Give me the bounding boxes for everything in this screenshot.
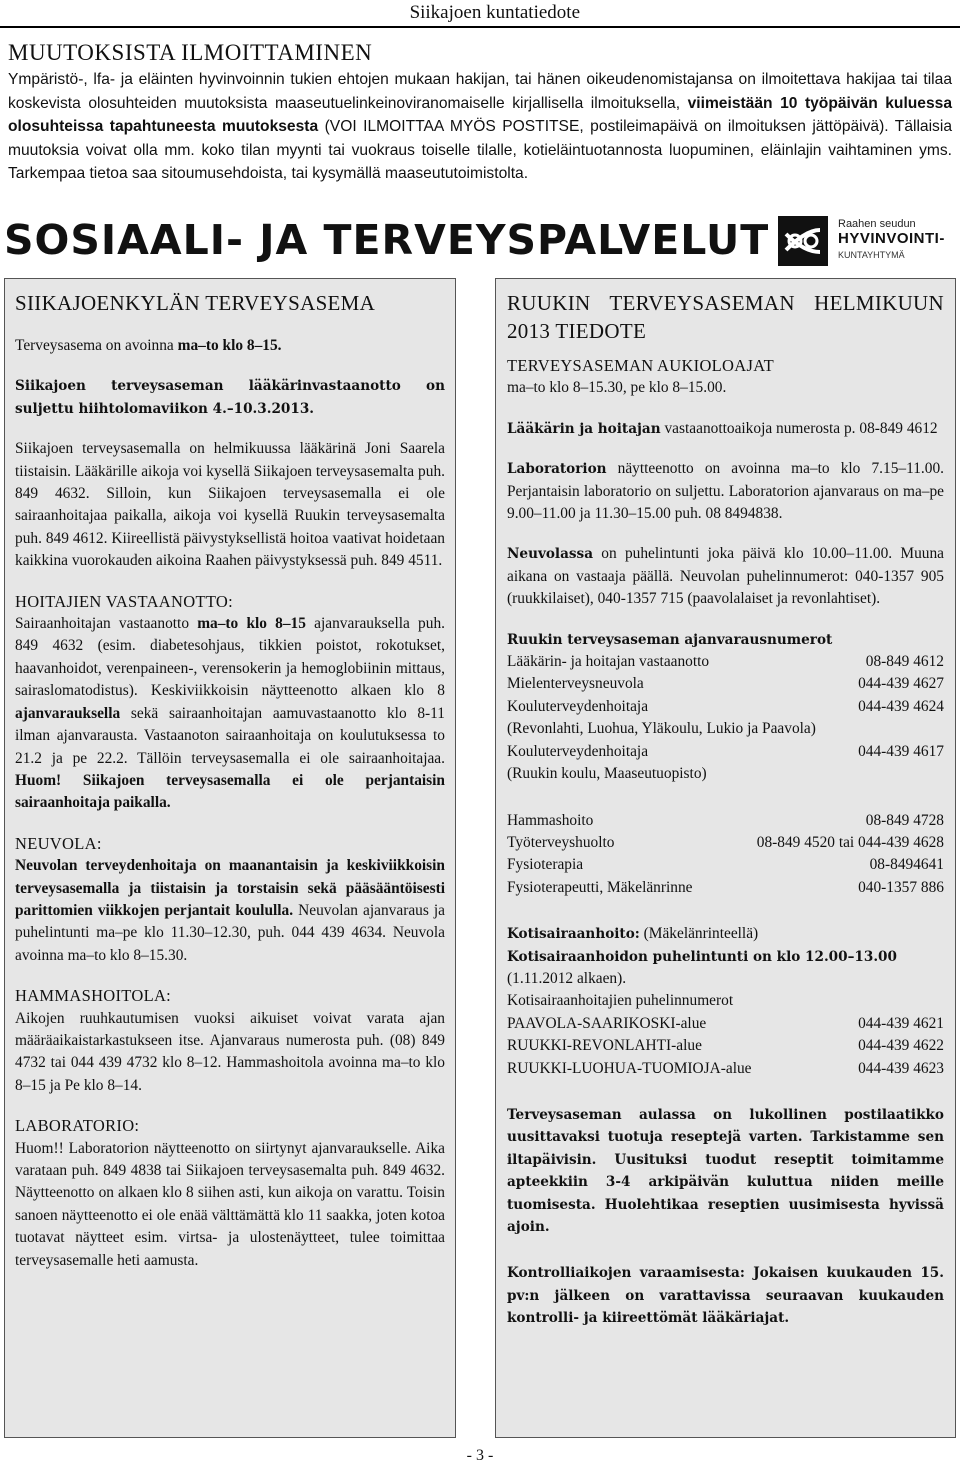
number-value: 044-439 4624 (858, 697, 944, 715)
logo-line2: HYVINVOINTI- (838, 230, 945, 247)
intro-p1-bold: viimeistään 10 työpäivän kuluessa olosuhteissa tapahtuneesta muutoksesta (8, 94, 952, 136)
number-label: Fysioterapeutti, Mäkelänrinne (507, 878, 693, 896)
doc-bold: Lääkärin ja hoitajan (507, 420, 661, 437)
dental-title: HAMMASHOITOLA: (15, 986, 172, 1006)
intro-p1: Ympäristö-, lfa- ja eläinten hyvinvoinnin tukien ehtojen mukaan hakijan, tai hänen oikeudenomistajansa on ilmoitettava hakijaa tai tilaa koskevista olosuhteiden muutoksista maaseutuelinkeinoviranomaiselle kirjallisella ilmoituksella, (8, 71, 952, 112)
nurse-b: ma–to klo 8–15 (197, 615, 306, 633)
intro-text (8, 68, 952, 186)
list-item (507, 810, 944, 832)
list-item (507, 1013, 944, 1035)
numbers-list-2 (507, 810, 944, 900)
section-title: SOSIAALI- JA TERVEYSPALVELUT (4, 216, 770, 264)
logo-line1: Raahen seudun (838, 218, 916, 230)
organization-logo (778, 216, 952, 268)
lab-info-right (507, 458, 944, 525)
opening-hours (15, 335, 445, 357)
lab-info: Huom!! Laboratorion näytteenotto on siirtynyt ajanvaraukselle. Aika varataan puh. 849 4838 tai Siikajoen terveysasemalta puh. 849 4632. Näytteenotto on alkaen klo 8 siihen asti, kun aikoja on varattu. Toisin sanoen näytteenotto ei ole enää välttämättä klo 11 saakka, joten kotoa tuotavat näytteet esim. virtsa- ja ulostenäytteet, tulee toimittaa terveysasemalle heti aamusta. (15, 1139, 445, 1269)
number-value: 044-439 4623 (858, 1059, 944, 1077)
koti-numbers (507, 1013, 944, 1080)
number-label: Työterveyshuolto (507, 833, 615, 851)
koti-numbers-title: Kotisairaanhoitajien puhelinnumerot (507, 992, 734, 1010)
lab-bold: Laboratorion (507, 461, 607, 478)
nurse-e: sekä sairaanhoitajan aamuvastaanotto klo 8-11 ilman ajanvarausta. Vastaanoton sairaanhoitaja on koulutuksessa to 21.2 ja pe 22.2. Tällöin terveysasemalla ei ole sairaanhoitajaa. (15, 704, 445, 767)
nurse-c: ajanvarauksella puh. 849 4632 (esim. diabetesohjaus, tikkien poistot, rokotukset, haavanhoidot, verenpaineen-, verensokerin ja hemoglobiinin mittaus, sairaslomatodistus). Keskiviikkoisin näytteenotto alkaen klo 8 (15, 615, 445, 700)
doctor-info: Siikajoen terveysasemalla on helmikuussa lääkärinä Joni Saarela tiistaisin. Lääkärille aikoja voi kysellä Siikajoen terveysasemalta puh. 849 4632. Silloin, kun Siikajoen terveysasemalla ei ole sairaanhoitajaa paikalla, aikoja voi kysellä Ruukin terveysasemalta puh. 849 4612. Kiireellistä päivystyksellistä hoitoa vaativat hoidetaan kaikkina vuorokauden aikoina Raahen päivystyksessä puh. 849 4511. (15, 440, 445, 570)
neuvola-title: NEUVOLA: (15, 833, 102, 853)
home-care-info (507, 923, 944, 945)
number-value: 08-849 4728 (865, 811, 944, 829)
koti-text: (Mäkelänrinteellä) (643, 925, 759, 943)
neuvola-text-right: on puhelintunti joka päivä klo 10.00–11.00. Muuna aikana on vastaaja päällä. Neuvolan puhelinnumerot: 040-1357 905 (ruukkilaiset), 040-1357 715 (paavolalaiset ja revonlahtiset). (507, 545, 944, 608)
ruukki-health-center-box (495, 278, 956, 1438)
number-label: Mielenterveysneuvola (507, 675, 644, 693)
list-item (507, 696, 944, 718)
control-appointments-notice: Kontrolliaikojen varaamisesta: Jokaisen kuukauden 15. pv:n jälkeen on varattavissa seuraavan kuukauden kontrolli- ja kiireettömät lääkäriajat. (507, 1265, 944, 1327)
doctor-nurse-info (507, 418, 944, 440)
page-number: - 3 - (466, 1447, 494, 1464)
logo-line3: KUNTAYHTYMÄ (838, 250, 905, 260)
list-item (507, 651, 944, 673)
dental-info: Aikojen ruuhkautumisen vuoksi aikuiset voivat varata ajan määräaikaistarkastukseen itse. Ajanvaraus numerosta puh. (08) 849 4732 tai 044 439 4732 klo 8–12. Hammashoitola avoinna ma–to klo 8–15 ja Pe klo 8–14. (15, 1009, 445, 1094)
number-label: RUUKKI-REVONLAHTI-alue (507, 1037, 702, 1055)
right-title: RUUKIN TERVEYSASEMAN HELMIKUUN 2013 TIEDOTE (507, 291, 944, 343)
hours-text: ma–to klo 8–15.30, pe klo 8–15.00. (507, 379, 727, 397)
left-title: SIIKAJOENKYLÄN TERVEYSASEMA (15, 291, 376, 315)
number-label: (Revonlahti, Luohua, Yläkoulu, Lukio ja Paavola) (507, 720, 816, 738)
siikajoki-health-center-box (4, 278, 456, 1438)
number-label: PAAVOLA-SAARIKOSKI-alue (507, 1014, 707, 1032)
intro-p2: (VOI ILMOITTAA MYÖS POSTITSE, postileimapäivä on ilmoituksen jättöpäivä). Tällaisia muutoksia voivat olla mm. koko tilan myynti tai vuokraus toiselle tilalle, kotieläintuotannosta luopuminen, eläinlajin vaihtaminen yms. Tarkempaa tietoa saa sitoumusehdoista, tai kysymällä maaseututoimistolta. (8, 118, 952, 183)
opening-bold: ma–to klo 8–15. (177, 337, 282, 354)
number-label: Kouluterveydenhoitaja (507, 742, 649, 760)
neuvola-bold-right: Neuvolassa (507, 546, 594, 563)
list-item (507, 1058, 944, 1080)
neuvola-text: Neuvolan ajanvaraus ja puhelintunti ma–pe klo 11.30–12.30, puh. 044 439 4634. Neuvola avoinna ma–to klo 8–15.30. (15, 901, 445, 964)
list-item (507, 741, 944, 763)
list-item (507, 854, 944, 876)
list-item (507, 673, 944, 695)
number-label: RUUKKI-LUOHUA-TUOMIOJA-alue (507, 1059, 752, 1077)
neuvola-info (15, 855, 445, 967)
nurse-title: HOITAJIEN VASTAANOTTO: (15, 591, 233, 611)
closed-notice: Siikajoen terveysaseman lääkärinvastaanotto on suljettu hiihtolomaviikon 4.–10.3.2013. (15, 378, 445, 417)
neuvola-info-right (507, 543, 944, 610)
number-value: 044-439 4622 (858, 1037, 944, 1055)
number-label: Kouluterveydenhoitaja (507, 697, 649, 715)
number-value: 044-439 4621 (858, 1014, 944, 1032)
hours-title: TERVEYSASEMAN AUKIOLOAJAT (507, 356, 774, 375)
numbers-list (507, 651, 944, 785)
number-value: 044-439 4627 (858, 675, 944, 693)
number-value: 08-849 4520 tai 044-439 4628 (756, 833, 944, 851)
koti-since: (1.11.2012 alkaen). (507, 969, 627, 987)
knot-logo-icon (778, 216, 828, 266)
number-label: Lääkärin- ja hoitajan vastaanotto (507, 653, 710, 671)
doc-text: vastaanottoaikoja numerosta p. 08-849 4612 (664, 419, 938, 437)
prescription-notice: Terveysaseman aulassa on lukollinen postilaatikko uusittavaksi tuotuja reseptejä varten. Tarkistamme sen iltapäivisin. Uusituksi tuodut reseptit toimitamme apteekkiin 3-4 arkipäivän kuluttua niiden meille tuomisesta. Huolehtikaa reseptien uusimisesta hyvissä ajoin. (507, 1106, 944, 1235)
nurse-info (15, 613, 445, 815)
list-item (507, 763, 944, 785)
neuvola-bold: Neuvolan terveydenhoitaja on maanantaisin ja keskiviikkoisin terveysasemalla ja tiistaisin ja torstaisin sekä pääsääntöisesti parittomien viikkojen perjantait koululla. (15, 857, 445, 919)
number-label: (Ruukin koulu, Maaseutuopisto) (507, 765, 707, 783)
lab-text: näytteenotto on avoinna ma–to klo 7.15–11.00. Perjantaisin laboratorio on suljettu. Laboratorion ajanvaraus on ma–pe 9.00–11.00 ja 11.30–15.00 puh. 08 8494838. (507, 460, 944, 523)
intro-title: MUUTOKSISTA ILMOITTAMINEN (8, 40, 373, 65)
number-value: 040-1357 886 (858, 878, 944, 896)
nurse-a: Sairaanhoitajan vastaanotto (15, 615, 190, 633)
number-value: 08-8494641 (869, 856, 944, 874)
opening-text: Terveysasema on avoinna (15, 337, 174, 354)
number-value: 044-439 4617 (858, 742, 944, 760)
koti-bold: Kotisairaanhoito: (507, 926, 640, 943)
header-rule (0, 26, 960, 28)
nurse-d: ajanvarauksella (15, 704, 121, 722)
koti-hours: Kotisairaanhoidon puhelintunti on klo 12.00–13.00 (507, 948, 897, 965)
number-label: Fysioterapia (507, 856, 584, 874)
publication-header: Siikajoen kuntatiedote (409, 2, 580, 23)
list-item (507, 1035, 944, 1057)
list-item (507, 718, 944, 740)
list-item (507, 832, 944, 854)
lab-title: LABORATORIO: (15, 1116, 140, 1136)
list-item (507, 877, 944, 899)
number-value: 08-849 4612 (865, 653, 944, 671)
nurse-f: Huom! Siikajoen terveysasemalla ei ole perjantaisin sairaanhoitaja paikalla. (15, 771, 445, 812)
numbers-title: Ruukin terveysaseman ajanvarausnumerot (507, 631, 833, 648)
number-label: Hammashoito (507, 811, 594, 829)
